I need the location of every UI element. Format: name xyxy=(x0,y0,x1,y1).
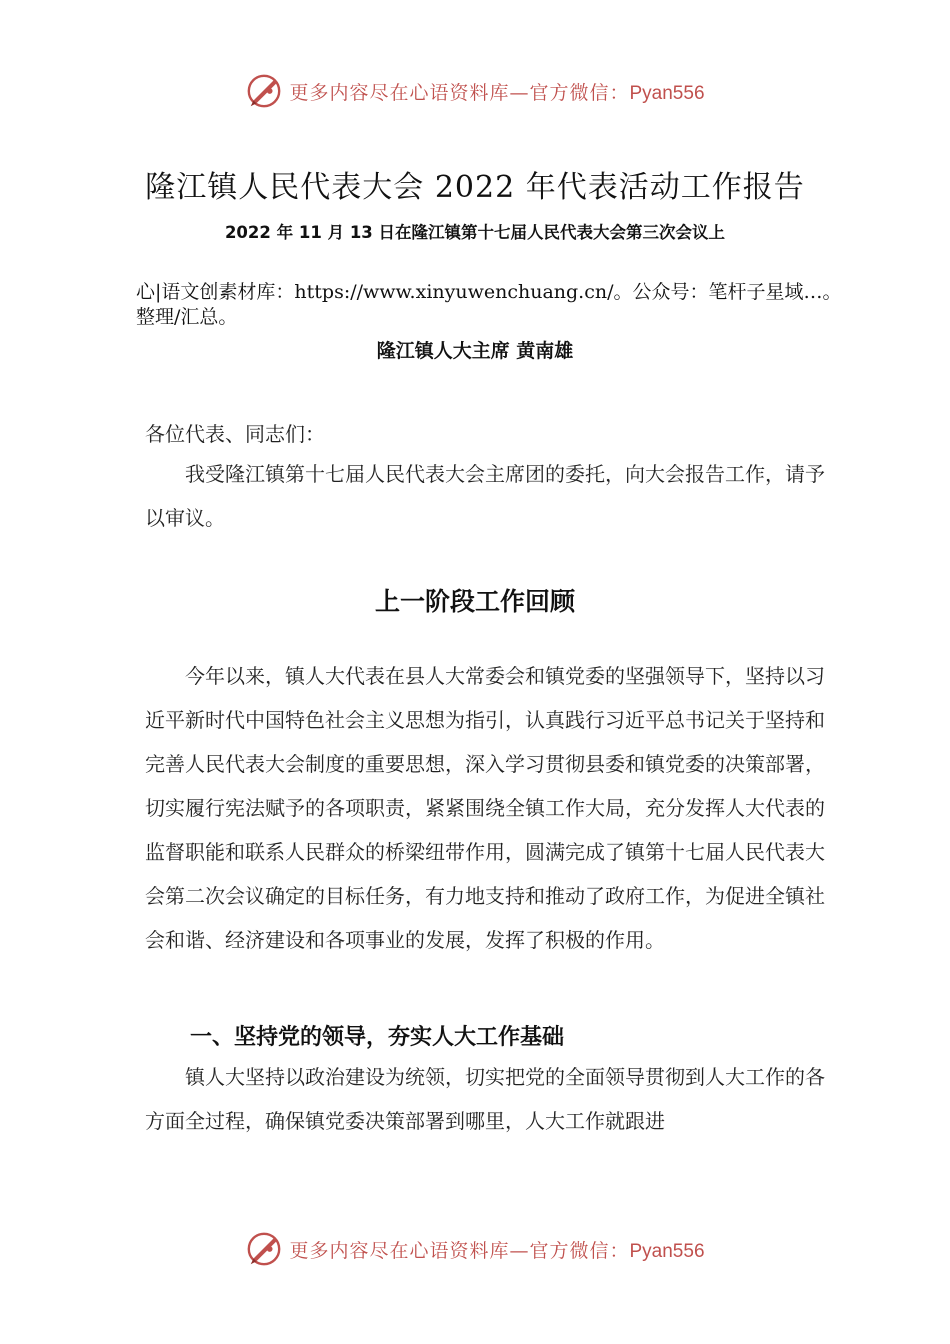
paragraph-intro: 我受隆江镇第十七届人民代表大会主席团的委托，向大会报告工作，请予以审议。 xyxy=(145,462,825,530)
paragraph-party-leadership: 镇人大坚持以政治建设为统领，切实把党的全面领导贯彻到人大工作的各方面全过程，确保镇党委决策部署到哪里，人大工作就跟进 xyxy=(145,1065,825,1133)
section-heading: 上一阶段工作回顾 xyxy=(374,587,575,616)
salutation: 各位代表、同志们： xyxy=(145,422,325,446)
document-subtitle: 2022 年 11 月 13 日在隆江镇第十七届人民代表大会第三次会议上 xyxy=(224,223,726,242)
source-line: 心|语文创素材库：https://www.xinyuwenchuang.cn/。公众号：笔杆子星域…。整理/汇总。 xyxy=(136,281,842,328)
author-line: 隆江镇人大主席 黄南雄 xyxy=(376,340,574,362)
pen-logo-icon xyxy=(245,1230,283,1268)
watermark-wechat-id: Pyan556 xyxy=(629,1240,705,1262)
watermark-wechat-id: Pyan556 xyxy=(629,82,705,104)
sub-heading-1: 一、坚持党的领导，夯实人大工作基础 xyxy=(190,1025,565,1050)
paragraph-review: 今年以来，镇人大代表在县人大常委会和镇党委的坚强领导下，坚持以习近平新时代中国特色社会主义思想为指引，认真践行习近平总书记关于坚持和完善人民代表大会制度的重要思想，深入学习贯彻县委和镇党委的决策部署，切实履行宪法赋予的各项职责，紧紧围绕全镇工作大局，充分发挥人大代表的监督职能和联系人民群众的桥梁纽带作用，圆满完成了镇第十七届人民代表大会第二次会议确定的目标任务，有力地支持和推动了政府工作，为促进全镇社会和谐、经济建设和各项事业的发展，发挥了积极的作用。 xyxy=(145,664,825,952)
pen-logo-icon xyxy=(245,72,283,110)
header-watermark xyxy=(0,72,950,110)
watermark-text: 更多内容尽在心语资料库—官方微信：Pyan556 xyxy=(289,81,705,104)
document-title: 隆江镇人民代表大会 2022 年代表活动工作报告 xyxy=(145,170,805,205)
footer-watermark xyxy=(0,1230,950,1268)
watermark-text: 更多内容尽在心语资料库—官方微信：Pyan556 xyxy=(289,1239,705,1262)
